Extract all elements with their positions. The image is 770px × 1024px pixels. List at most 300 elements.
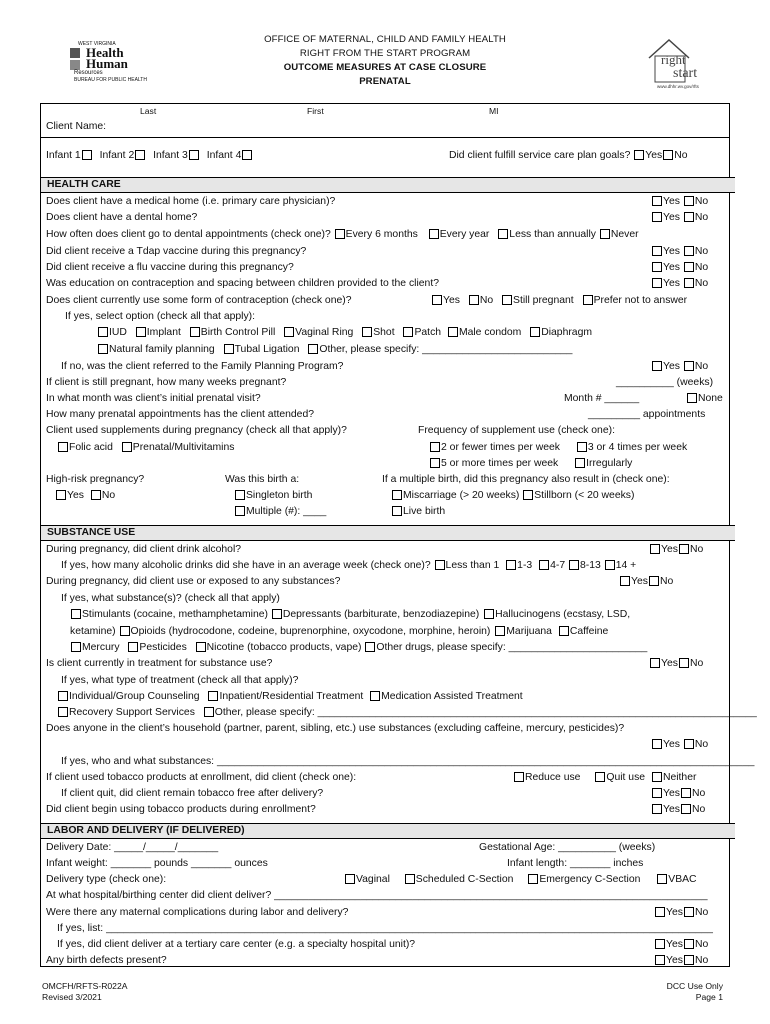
implant-checkbox[interactable] bbox=[136, 327, 146, 337]
emergency-c-label: Emergency C-Section bbox=[539, 874, 641, 885]
header-title: OUTCOME MEASURES AT CASE CLOSURE bbox=[283, 62, 487, 73]
never-label: Never bbox=[610, 229, 639, 240]
no-label: No bbox=[694, 246, 709, 257]
no-label: No bbox=[691, 804, 706, 815]
no-checkbox[interactable] bbox=[684, 212, 694, 222]
mi-label: MI bbox=[489, 106, 499, 116]
implant-label: Implant bbox=[146, 327, 181, 338]
tubal-label: Tubal Ligation bbox=[234, 344, 300, 355]
no-checkbox[interactable] bbox=[649, 576, 659, 586]
drinks-4-7-checkbox[interactable] bbox=[539, 560, 549, 570]
select-option-label: If yes, select option (check all that apply): bbox=[65, 311, 256, 322]
appointments-input[interactable]: _________ appointments bbox=[588, 409, 706, 420]
yes-label: Yes bbox=[663, 361, 680, 372]
yes-label: Yes bbox=[666, 907, 683, 918]
mat-label: Medication Assisted Treatment bbox=[381, 691, 523, 702]
no-label: No bbox=[694, 278, 709, 289]
iud-checkbox[interactable] bbox=[98, 327, 108, 337]
logo-health-text: Health bbox=[86, 45, 124, 60]
logo-bureau-text: BUREAU FOR PUBLIC HEALTH bbox=[74, 77, 147, 83]
drinks-1-3-checkbox[interactable] bbox=[506, 560, 516, 570]
logo-resources-text: Resources bbox=[74, 70, 103, 76]
shot-checkbox[interactable] bbox=[362, 327, 372, 337]
no-checkbox[interactable] bbox=[684, 739, 694, 749]
individual-counseling-label: Individual/Group Counseling bbox=[69, 691, 200, 702]
logo-url: www.dhhr.wv.gov/rfts bbox=[657, 84, 699, 89]
section-health-care: HEALTH CARE bbox=[41, 177, 735, 193]
diaphragm-checkbox[interactable] bbox=[530, 327, 540, 337]
yes-checkbox[interactable] bbox=[432, 295, 442, 305]
q-household: Does anyone in the client’s household (partner, parent, sibling, etc.) use substances (excluding caffeine, mercury, pesticides)? bbox=[46, 723, 625, 734]
flu-yn bbox=[651, 261, 708, 274]
q-birth-defects: Any birth defects present? bbox=[46, 955, 167, 966]
q-alcohol: During pregnancy, did client drink alcohol? bbox=[46, 544, 242, 555]
ketamine-label: ketamine) bbox=[70, 626, 116, 637]
last-name-label: Last bbox=[140, 106, 157, 116]
yes-label: Yes bbox=[663, 246, 680, 257]
q-fp-referral: If no, was the client referred to the Family Planning Program? bbox=[61, 361, 344, 372]
nfp-checkbox[interactable] bbox=[98, 344, 108, 354]
no-label: No bbox=[694, 262, 709, 273]
q-delivery-type: Delivery type (check one): bbox=[46, 874, 167, 885]
dcc-use-only: DCC Use Only bbox=[666, 981, 723, 991]
male-condom-checkbox[interactable] bbox=[448, 327, 458, 337]
marijuana-label: Marijuana bbox=[506, 626, 552, 637]
complications-list-input[interactable]: If yes, list: _________________________________________________________________________________________________________ bbox=[57, 923, 713, 934]
q-birth-type: Was this birth a: bbox=[225, 474, 300, 485]
hallucinogens-checkbox[interactable] bbox=[484, 609, 494, 619]
q-high-risk: High-risk pregnancy? bbox=[46, 474, 145, 485]
infant-4-label: Infant 4 bbox=[206, 150, 242, 161]
logo-start-text: start bbox=[673, 66, 698, 81]
no-label: No bbox=[694, 907, 709, 918]
infant-length-input[interactable]: Infant length: _______ inches bbox=[507, 858, 644, 869]
iud-label: IUD bbox=[109, 327, 127, 338]
multiple-option bbox=[234, 505, 326, 518]
tobacco-options bbox=[513, 771, 696, 784]
less-than-annually-label: Less than annually bbox=[509, 229, 596, 240]
no-checkbox[interactable] bbox=[684, 196, 694, 206]
yes-checkbox[interactable] bbox=[652, 196, 662, 206]
q-multiple-result: If a multiple birth, did this pregnancy also result in (check one): bbox=[382, 474, 670, 485]
infant-1-label: Infant 1 bbox=[46, 150, 81, 161]
individual-counseling-checkbox[interactable] bbox=[58, 691, 68, 701]
caffeine-label: Caffeine bbox=[569, 626, 609, 637]
yes-label: Yes bbox=[67, 490, 84, 501]
q-tobacco-free: If client quit, did client remain tobacco free after delivery? bbox=[61, 788, 324, 799]
freq-irregular-checkbox[interactable] bbox=[575, 458, 585, 468]
no-checkbox[interactable] bbox=[684, 246, 694, 256]
pesticides-checkbox[interactable] bbox=[128, 642, 138, 652]
pesticides-label: Pesticides bbox=[139, 642, 187, 653]
vaginal-label: Vaginal bbox=[356, 874, 390, 885]
q-treatment: Is client currently in treatment for substance use? bbox=[46, 658, 273, 669]
no-label: No bbox=[689, 544, 704, 555]
yes-checkbox[interactable] bbox=[652, 246, 662, 256]
reduce-use-label: Reduce use bbox=[525, 772, 581, 783]
never-checkbox[interactable] bbox=[600, 229, 610, 239]
no-label: No bbox=[689, 658, 704, 669]
fp-referral-yn bbox=[651, 360, 708, 373]
scheduled-c-checkbox[interactable] bbox=[405, 874, 415, 884]
q-dental-home: Does client have a dental home? bbox=[46, 212, 198, 223]
other-drugs-label: Other drugs, please specify: ________________________ bbox=[376, 642, 648, 653]
yes-checkbox[interactable] bbox=[652, 212, 662, 222]
yes-label: Yes bbox=[661, 544, 678, 555]
no-label: No bbox=[691, 788, 706, 799]
substance-row3 bbox=[70, 641, 647, 654]
scheduled-c-label: Scheduled C-Section bbox=[415, 874, 514, 885]
form-body bbox=[40, 103, 757, 967]
depressants-checkbox[interactable] bbox=[272, 609, 282, 619]
q-appointments: How many prenatal appointments has the client attended? bbox=[46, 409, 315, 420]
contraception-methods-row1 bbox=[97, 326, 592, 339]
who-what-input[interactable]: If yes, who and what substances: _____________________________________________________________________________________________ bbox=[61, 756, 755, 767]
caffeine-checkbox[interactable] bbox=[559, 626, 569, 636]
yes-label: Yes bbox=[663, 278, 680, 289]
shot-label: Shot bbox=[373, 327, 395, 338]
freq-row2 bbox=[429, 457, 632, 470]
singleton-label: Singleton birth bbox=[246, 490, 313, 501]
form-id: OMCFH/RFTS-R022A bbox=[42, 981, 128, 991]
recovery-checkbox[interactable] bbox=[58, 707, 68, 717]
q-tobacco: If client used tobacco products at enrollment, did client (check one): bbox=[46, 772, 357, 783]
yes-checkbox[interactable] bbox=[650, 658, 660, 668]
substances-yn bbox=[619, 575, 673, 588]
freq-2-checkbox[interactable] bbox=[430, 442, 440, 452]
yes-checkbox[interactable] bbox=[655, 907, 665, 917]
yes-checkbox[interactable] bbox=[652, 788, 662, 798]
dental-yn bbox=[651, 211, 708, 224]
q-treatment-type: If yes, what type of treatment (check all that apply)? bbox=[61, 675, 299, 686]
no-checkbox[interactable] bbox=[684, 361, 694, 371]
freq-5-label: 5 or more times per week bbox=[441, 458, 559, 469]
drinks-4-7-label: 4-7 bbox=[550, 560, 566, 571]
no-label: No bbox=[694, 196, 709, 207]
logo-state-text: WEST VIRGINIA bbox=[78, 41, 116, 47]
substance-row1 bbox=[70, 608, 630, 621]
yes-checkbox[interactable] bbox=[650, 544, 660, 554]
dental-often-row bbox=[46, 228, 639, 241]
alcohol-yn bbox=[649, 543, 703, 556]
marijuana-checkbox[interactable] bbox=[495, 626, 505, 636]
other-treatment-label: Other, please specify: ____________________________________________________________________________ bbox=[214, 707, 757, 718]
mercury-checkbox[interactable] bbox=[71, 642, 81, 652]
hallucinogens-label: Hallucinogens (ecstasy, LSD, bbox=[495, 609, 631, 620]
live-birth-label: Live birth bbox=[403, 506, 446, 517]
q-drinks: If yes, how many alcoholic drinks did she have in an average week (check one)? bbox=[61, 560, 431, 571]
none-label: None bbox=[698, 393, 723, 404]
treatment-row1 bbox=[57, 690, 523, 703]
no-label: No bbox=[694, 212, 709, 223]
footer-left bbox=[42, 981, 127, 1003]
no-label: No bbox=[101, 490, 116, 501]
vaginal-ring-checkbox[interactable] bbox=[284, 327, 294, 337]
vbac-checkbox[interactable] bbox=[657, 874, 667, 884]
freq-34-checkbox[interactable] bbox=[577, 442, 587, 452]
neither-label: Neither bbox=[662, 772, 697, 783]
freq-34-label: 3 or 4 times per week bbox=[587, 442, 688, 453]
q-contraception-use: Does client currently use some form of contraception (check one)? bbox=[46, 295, 352, 306]
multiple-checkbox[interactable] bbox=[235, 506, 245, 516]
supplement-options bbox=[57, 441, 234, 454]
stimulants-label: Stimulants (cocaine, methamphetamine) bbox=[82, 609, 268, 620]
infant-1-checkbox[interactable] bbox=[82, 150, 92, 160]
month-input[interactable]: Month # ______ bbox=[564, 393, 640, 404]
none-checkbox[interactable] bbox=[687, 393, 697, 403]
substance-row2 bbox=[70, 625, 608, 638]
infant-3-checkbox[interactable] bbox=[189, 150, 199, 160]
drinks-8-13-label: 8-13 bbox=[580, 560, 601, 571]
weeks-input[interactable]: __________ (weeks) bbox=[616, 377, 714, 388]
pill-checkbox[interactable] bbox=[190, 327, 200, 337]
no-checkbox[interactable] bbox=[679, 544, 689, 554]
prenatal-label: Prenatal/Multivitamins bbox=[132, 442, 235, 453]
yes-checkbox[interactable] bbox=[652, 262, 662, 272]
freq-row1 bbox=[429, 441, 687, 454]
q-begin-tobacco: Did client begin using tobacco products during enrollment? bbox=[46, 804, 316, 815]
no-label: No bbox=[674, 150, 688, 161]
infant-weight-input[interactable]: Infant weight: _______ pounds _______ ounces bbox=[46, 858, 268, 869]
no-checkbox[interactable] bbox=[679, 658, 689, 668]
miscarriage-checkbox[interactable] bbox=[392, 490, 402, 500]
yes-label: Yes bbox=[663, 212, 680, 223]
folic-acid-label: Folic acid bbox=[69, 442, 113, 453]
q-medical-home: Does client have a medical home (i.e. primary care physician)? bbox=[46, 196, 336, 207]
hospital-input[interactable]: At what hospital/birthing center did client deliver? ___________________________________________________________________________ bbox=[46, 890, 708, 901]
goals-no-checkbox[interactable] bbox=[663, 150, 673, 160]
infant-checkboxes bbox=[46, 149, 253, 162]
section-substance-use: SUBSTANCE USE bbox=[41, 525, 735, 541]
yes-checkbox[interactable] bbox=[655, 939, 665, 949]
tertiary-yn bbox=[654, 938, 708, 951]
yes-label: Yes bbox=[666, 955, 683, 966]
tubal-checkbox[interactable] bbox=[224, 344, 234, 354]
q-flu: Did client receive a flu vaccine during this pregnancy? bbox=[46, 262, 294, 273]
depressants-label: Depressants (barbiturate, benzodiazepine) bbox=[282, 609, 480, 620]
no-checkbox[interactable] bbox=[469, 295, 479, 305]
household-yn bbox=[651, 738, 708, 751]
drinks-row bbox=[61, 559, 636, 572]
no-checkbox[interactable] bbox=[681, 804, 691, 814]
delivery-type-options bbox=[344, 873, 697, 886]
revised-date: Revised 3/2021 bbox=[42, 992, 102, 1002]
less-than-annually-checkbox[interactable] bbox=[498, 229, 508, 239]
yes-label: Yes bbox=[661, 658, 678, 669]
yes-label: Yes bbox=[663, 739, 680, 750]
quit-use-label: Quit use bbox=[606, 772, 646, 783]
no-label: No bbox=[694, 955, 709, 966]
logo-human-text: Human bbox=[86, 56, 128, 71]
infant-2-label: Infant 2 bbox=[99, 150, 135, 161]
drinks-14-label: 14 + bbox=[615, 560, 637, 571]
contra-use-options bbox=[431, 294, 687, 307]
prefer-not-checkbox[interactable] bbox=[583, 295, 593, 305]
no-label: No bbox=[659, 576, 674, 587]
goals-row bbox=[449, 149, 688, 162]
yes-checkbox[interactable] bbox=[652, 739, 662, 749]
opioids-checkbox[interactable] bbox=[120, 626, 130, 636]
no-label: No bbox=[479, 295, 494, 306]
singleton-checkbox[interactable] bbox=[235, 490, 245, 500]
every-year-label: Every year bbox=[439, 229, 490, 240]
vbac-label: VBAC bbox=[668, 874, 697, 885]
live-birth-checkbox[interactable] bbox=[392, 506, 402, 516]
prenatal-checkbox[interactable] bbox=[122, 442, 132, 452]
yes-checkbox[interactable] bbox=[56, 490, 66, 500]
first-name-label: First bbox=[307, 106, 324, 116]
goals-question: Did client fulfill service care plan goals? bbox=[449, 150, 631, 161]
yes-checkbox[interactable] bbox=[652, 278, 662, 288]
recovery-label: Recovery Support Services bbox=[69, 707, 195, 718]
yes-label: Yes bbox=[666, 939, 683, 950]
neither-checkbox[interactable] bbox=[652, 772, 662, 782]
header-office: OFFICE OF MATERNAL, CHILD AND FAMILY HEALTH bbox=[264, 34, 506, 45]
miscarriage-label: Miscarriage (> 20 weeks) bbox=[403, 490, 520, 501]
defects-yn bbox=[654, 954, 708, 967]
logo-right-text: right bbox=[661, 52, 686, 67]
q-contraception-education: Was education on contraception and spacing between children provided to the client? bbox=[46, 278, 439, 289]
live-birth-option bbox=[391, 505, 445, 518]
drinks-8-13-checkbox[interactable] bbox=[569, 560, 579, 570]
q-what-substances: If yes, what substance(s)? (check all that apply) bbox=[61, 593, 280, 604]
other-method-checkbox[interactable] bbox=[308, 344, 318, 354]
multiple-result-row1 bbox=[391, 489, 634, 502]
complications-yn bbox=[654, 906, 708, 919]
prefer-not-label: Prefer not to answer bbox=[593, 295, 688, 306]
tdap-yn bbox=[651, 245, 708, 258]
drinks-1-3-label: 1-3 bbox=[517, 560, 533, 571]
emergency-c-checkbox[interactable] bbox=[528, 874, 538, 884]
multiple-label: Multiple (#): ____ bbox=[246, 506, 327, 517]
contra-ed-yn bbox=[651, 277, 708, 290]
vaginal-ring-label: Vaginal Ring bbox=[295, 327, 354, 338]
q-tdap: Did client receive a Tdap vaccine during this pregnancy? bbox=[46, 246, 307, 257]
header-program: RIGHT FROM THE START PROGRAM bbox=[299, 48, 471, 59]
yes-label: Yes bbox=[663, 788, 680, 799]
no-checkbox[interactable] bbox=[681, 788, 691, 798]
goals-yes-checkbox[interactable] bbox=[634, 150, 644, 160]
every-year-checkbox[interactable] bbox=[429, 229, 439, 239]
stimulants-checkbox[interactable] bbox=[71, 609, 81, 619]
q-supplements: Client used supplements during pregnancy (check all that apply)? bbox=[46, 425, 347, 436]
yes-checkbox[interactable] bbox=[655, 955, 665, 965]
header-subtitle: PRENATAL bbox=[359, 76, 411, 87]
no-label: No bbox=[694, 361, 709, 372]
page-number: Page 1 bbox=[695, 992, 723, 1002]
delivery-date-input[interactable]: Delivery Date: _____/_____/_______ bbox=[46, 842, 219, 853]
no-label: No bbox=[694, 739, 709, 750]
every-6-months-label: Every 6 months bbox=[345, 229, 418, 240]
q-dental-often: How often does client go to dental appointments (check one)? bbox=[46, 229, 331, 240]
no-checkbox[interactable] bbox=[684, 278, 694, 288]
freq-2-label: 2 or fewer times per week bbox=[441, 442, 560, 453]
treatment-yn bbox=[649, 657, 703, 670]
still-pregnant-checkbox[interactable] bbox=[502, 295, 512, 305]
yes-checkbox[interactable] bbox=[652, 804, 662, 814]
nfp-label: Natural family planning bbox=[109, 344, 215, 355]
reduce-use-checkbox[interactable] bbox=[514, 772, 524, 782]
other-method-label: Other, please specify: __________________________ bbox=[319, 344, 573, 355]
freq-irregular-label: Irregularly bbox=[586, 458, 633, 469]
less-than-1-label: Less than 1 bbox=[445, 560, 500, 571]
infant-4-checkbox[interactable] bbox=[242, 150, 252, 160]
begin-tobacco-yn bbox=[651, 803, 705, 816]
mercury-label: Mercury bbox=[82, 642, 120, 653]
other-drugs-checkbox[interactable] bbox=[365, 642, 375, 652]
inpatient-label: Inpatient/Residential Treatment bbox=[219, 691, 364, 702]
treatment-row2 bbox=[57, 706, 757, 719]
inpatient-checkbox[interactable] bbox=[208, 691, 218, 701]
yes-label: Yes bbox=[663, 804, 680, 815]
yes-label: Yes bbox=[443, 295, 460, 306]
male-condom-label: Male condom bbox=[458, 327, 522, 338]
pill-label: Birth Control Pill bbox=[200, 327, 276, 338]
every-6-months-checkbox[interactable] bbox=[335, 229, 345, 239]
none-option bbox=[686, 392, 723, 405]
freq-5-checkbox[interactable] bbox=[430, 458, 440, 468]
contraception-methods-row2 bbox=[97, 343, 572, 356]
gestational-age-input[interactable]: Gestational Age: __________ (weeks) bbox=[479, 842, 656, 853]
no-checkbox[interactable] bbox=[684, 955, 694, 965]
no-checkbox[interactable] bbox=[91, 490, 101, 500]
yes-checkbox[interactable] bbox=[652, 361, 662, 371]
patch-label: Patch bbox=[414, 327, 442, 338]
singleton-option bbox=[234, 489, 312, 502]
q-weeks-pregnant: If client is still pregnant, how many weeks pregnant? bbox=[46, 377, 287, 388]
client-name-label: Client Name: bbox=[46, 121, 107, 132]
stillborn-checkbox[interactable] bbox=[523, 490, 533, 500]
drinks-14-checkbox[interactable] bbox=[605, 560, 615, 570]
less-than-1-checkbox[interactable] bbox=[435, 560, 445, 570]
vaginal-checkbox[interactable] bbox=[345, 874, 355, 884]
tobacco-free-yn bbox=[651, 787, 705, 800]
right-from-start-logo bbox=[645, 36, 717, 92]
folic-acid-checkbox[interactable] bbox=[58, 442, 68, 452]
q-supplement-frequency: Frequency of supplement use (check one): bbox=[418, 425, 615, 436]
no-checkbox[interactable] bbox=[684, 907, 694, 917]
q-substances: During pregnancy, did client use or exposed to any substances? bbox=[46, 576, 341, 587]
no-checkbox[interactable] bbox=[684, 939, 694, 949]
opioids-label: Opioids (hydrocodone, codeine, buprenorphine, oxycodone, morphine, heroin) bbox=[130, 626, 491, 637]
infant-2-checkbox[interactable] bbox=[135, 150, 145, 160]
no-label: No bbox=[694, 939, 709, 950]
yes-label: Yes bbox=[663, 196, 680, 207]
yes-label: Yes bbox=[663, 262, 680, 273]
q-complications: Were there any maternal complications during labor and delivery? bbox=[46, 907, 349, 918]
patch-checkbox[interactable] bbox=[403, 327, 413, 337]
other-treatment-checkbox[interactable] bbox=[204, 707, 214, 717]
diaphragm-label: Diaphragm bbox=[541, 327, 593, 338]
mat-checkbox[interactable] bbox=[370, 691, 380, 701]
still-pregnant-label: Still pregnant bbox=[513, 295, 574, 306]
yes-checkbox[interactable] bbox=[620, 576, 630, 586]
dhhr-logo bbox=[68, 40, 158, 90]
nicotine-checkbox[interactable] bbox=[196, 642, 206, 652]
footer-right bbox=[660, 981, 723, 1003]
q-tertiary-care: If yes, did client deliver at a tertiary care center (e.g. a specialty hospital unit)? bbox=[57, 939, 416, 950]
section-labor-delivery: LABOR AND DELIVERY (IF DELIVERED) bbox=[41, 823, 735, 839]
medical-home-yn bbox=[651, 195, 708, 208]
form-header bbox=[200, 33, 570, 89]
stillborn-label: Stillborn (< 20 weeks) bbox=[534, 490, 635, 501]
high-risk-yn bbox=[55, 489, 115, 502]
nicotine-label: Nicotine (tobacco products, vape) bbox=[206, 642, 362, 653]
q-initial-visit: In what month was client’s initial prenatal visit? bbox=[46, 393, 261, 404]
quit-use-checkbox[interactable] bbox=[595, 772, 605, 782]
yes-label: Yes bbox=[645, 150, 663, 161]
no-checkbox[interactable] bbox=[684, 262, 694, 272]
